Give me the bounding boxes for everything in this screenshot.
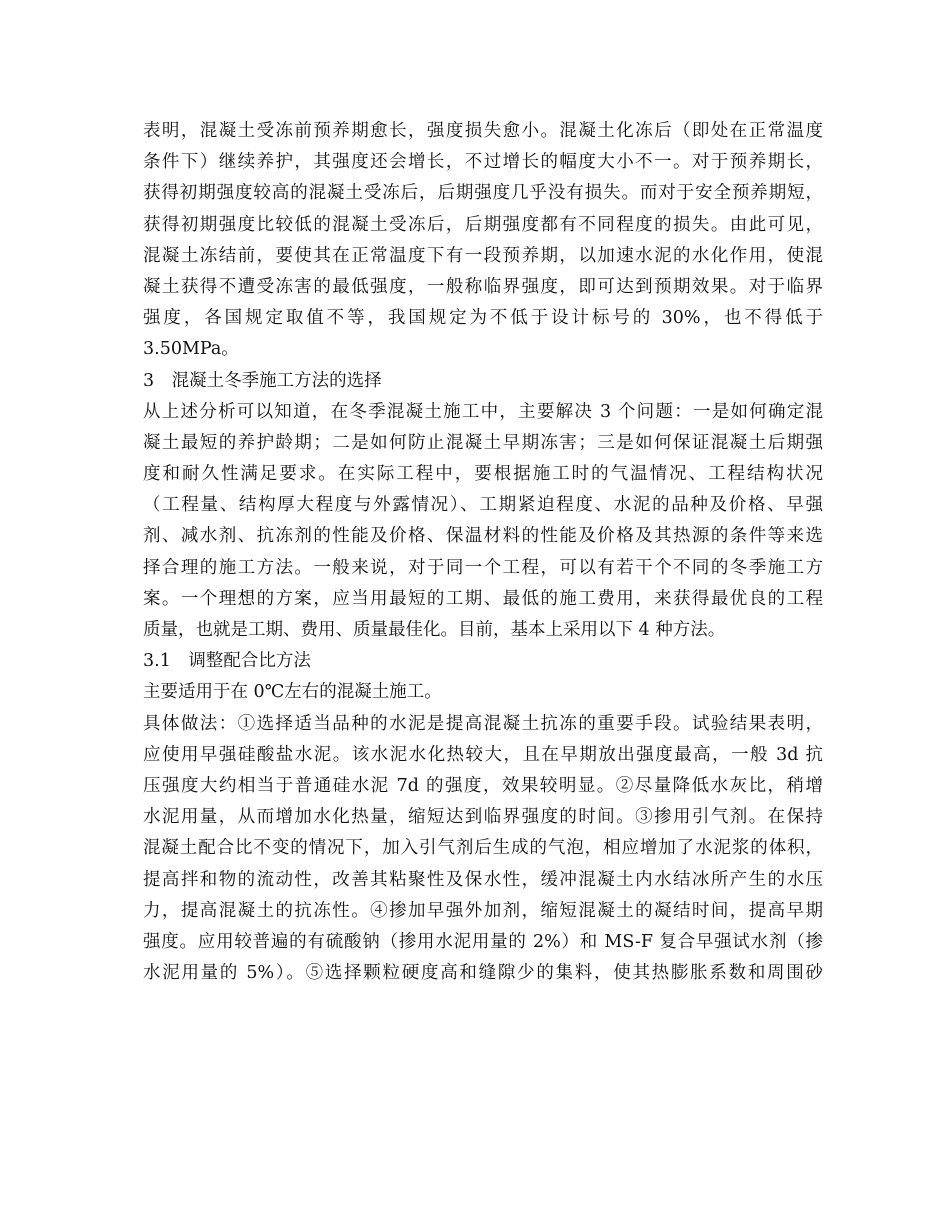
- text-line: 具体做法：①选择适当品种的水泥是提高混凝土抗冻的重要手段。试验结果表明，: [143, 713, 823, 734]
- text-line: 水泥用量，从而增加水化热量，缩短达到临界强度的时间。③掺用引气剂。在保持: [143, 807, 823, 828]
- text-line: 获得初期强度较高的混凝土受冻后，后期强度几乎没有损失。而对于安全预养期短，: [143, 183, 823, 204]
- text-line: 3.1 调整配合比方法: [143, 651, 311, 672]
- text-line: 压强度大约相当于普通硅水泥 7d 的强度，效果较明显。②尽量降低水灰比，稍增: [143, 775, 823, 796]
- text-line: 条件下）继续养护，其强度还会增长，不过增长的幅度大小不一。对于预养期长，: [143, 152, 823, 173]
- text-line: 凝土获得不遭受冻害的最低强度，一般称临界强度，即可达到预期效果。对于临界: [143, 276, 823, 297]
- text-line: （工程量、结构厚大程度与外露情况）、工期紧迫程度、水泥的品种及价格、早强: [143, 495, 823, 516]
- text-line: 3 混凝土冬季施工方法的选择: [143, 370, 382, 391]
- text-line: 剂、减水剂、抗冻剂的性能及价格、保温材料的性能及价格及其热源的条件等来选: [143, 526, 823, 547]
- text-line: 水泥用量的 5%）。⑤选择颗粒硬度高和缝隙少的集料，使其热膨胀系数和周围砂: [143, 963, 823, 984]
- text-line: 主要适用于在 0℃左右的混凝土施工。: [143, 682, 442, 703]
- text-line: 混凝土配合比不变的情况下，加入引气剂后生成的气泡，相应增加了水泥浆的体积，: [143, 838, 823, 859]
- text-line: 力，提高混凝土的抗冻性。④掺加早强外加剂，缩短混凝土的凝结时间，提高早期: [143, 900, 823, 921]
- text-line: 案。一个理想的方案，应当用最短的工期、最低的施工费用，来获得最优良的工程: [143, 588, 823, 609]
- text-line: 强度。应用较普遍的有硫酸钠（掺用水泥用量的 2%）和 MS-F 复合早强试水剂（掺: [143, 931, 823, 952]
- text-line: 应使用早强硅酸盐水泥。该水泥水化热较大，且在早期放出强度最高，一般 3d 抗: [143, 744, 823, 765]
- text-line: 强度，各国规定取值不等，我国规定为不低于设计标号的 30%，也不得低于: [143, 308, 823, 329]
- text-line: 质量，也就是工期、费用、质量最佳化。目前，基本上采用以下 4 种方法。: [143, 620, 726, 640]
- text-line: 混凝土冻结前，要使其在正常温度下有一段预养期，以加速水泥的水化作用，使混: [143, 245, 823, 266]
- text-line: 获得初期强度比较低的混凝土受冻后，后期强度都有不同程度的损失。由此可见，: [143, 214, 823, 235]
- body-text: [143, 116, 823, 989]
- text-line: 从上述分析可以知道，在冬季混凝土施工中，主要解决 3 个问题：一是如何确定混: [143, 401, 823, 422]
- text-line: 度和耐久性满足要求。在实际工程中，要根据施工时的气温情况、工程结构状况: [143, 464, 823, 485]
- text-line: 表明，混凝土受冻前预养期愈长，强度损失愈小。混凝土化冻后（即处在正常温度: [143, 121, 823, 141]
- text-line: 提高拌和物的流动性，改善其粘聚性及保水性，缓冲混凝土内水结冰所产生的水压: [143, 869, 823, 890]
- text-line: 凝土最短的养护龄期；二是如何防止混凝土早期冻害；三是如何保证混凝土后期强: [143, 432, 823, 453]
- text-line: 择合理的施工方法。一般来说，对于同一个工程，可以有若干个不同的冬季施工方: [143, 557, 823, 578]
- text-line: 3.50MPa。: [143, 339, 239, 360]
